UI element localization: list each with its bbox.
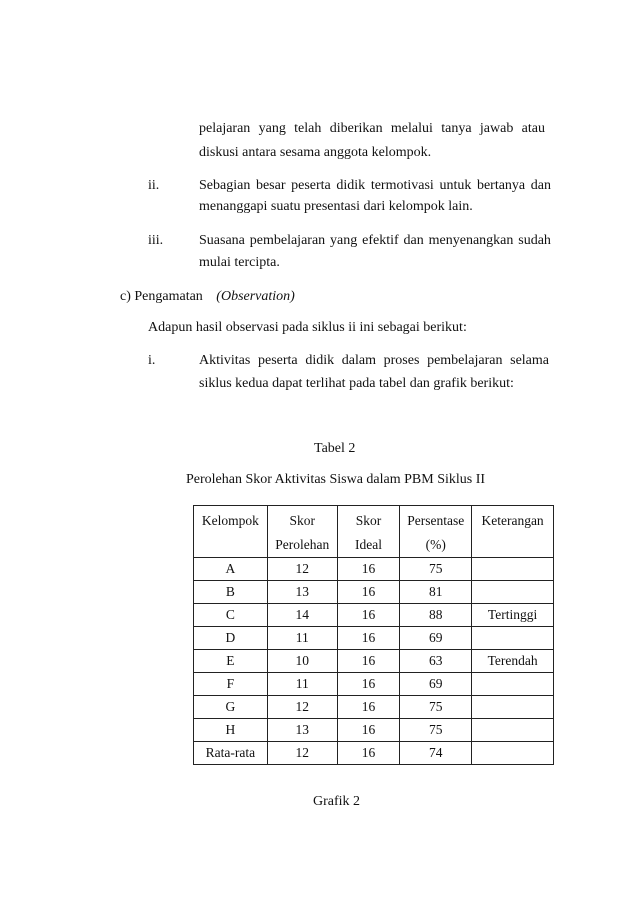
table-cell: Rata-rata xyxy=(194,742,268,765)
word: sudah xyxy=(518,233,551,248)
word: dan xyxy=(530,178,551,193)
paragraph-ii-cont-line-1 xyxy=(199,121,545,137)
word: Suasana xyxy=(199,233,245,248)
table-caption: Tabel 2 xyxy=(314,441,356,456)
word: selama xyxy=(510,353,549,368)
word: diberikan xyxy=(329,121,383,136)
table-cell: 16 xyxy=(337,627,400,650)
table-cell xyxy=(472,581,554,604)
word: peserta xyxy=(291,178,331,193)
table-cell: 74 xyxy=(400,742,472,765)
table-cell: 75 xyxy=(400,558,472,581)
table-cell: 14 xyxy=(267,604,337,627)
table-cell: 11 xyxy=(267,673,337,696)
paragraph-ii-line-1 xyxy=(199,178,551,194)
word: pembelajaran xyxy=(427,353,503,368)
section-heading xyxy=(120,289,295,305)
table-row xyxy=(194,627,554,650)
table-cell xyxy=(472,558,554,581)
word: yang xyxy=(330,233,358,248)
column-header-text: Keterangan xyxy=(481,513,544,528)
paragraph-ii-cont-line-2: diskusi antara sesama anggota kelompok. xyxy=(199,145,432,160)
word: jawab xyxy=(479,121,514,136)
column-header-text: Skor xyxy=(355,513,382,528)
paragraph-iii-line-2: mulai tercipta. xyxy=(199,255,280,270)
table-cell: Terendah xyxy=(472,650,554,673)
paragraph-i-line-2: siklus kedua dapat terlihat pada tabel dan grafik berikut: xyxy=(199,376,514,391)
intro-paragraph: Adapun hasil observasi pada siklus ii ini sebagai berikut: xyxy=(148,320,467,335)
word: Aktivitas xyxy=(199,353,251,368)
table-cell: 16 xyxy=(337,719,400,742)
table-cell xyxy=(472,673,554,696)
word: dan xyxy=(403,233,424,248)
table-row xyxy=(194,742,554,765)
word: termotivasi xyxy=(370,178,434,193)
table-cell: 75 xyxy=(400,719,472,742)
section-heading-italic: (Observation) xyxy=(216,289,295,304)
word: untuk xyxy=(439,178,472,193)
table-cell xyxy=(472,719,554,742)
word: atau xyxy=(521,121,545,136)
word: yang xyxy=(258,121,286,136)
table-cell: C xyxy=(194,604,268,627)
graph-caption: Grafik 2 xyxy=(313,794,361,809)
table-row xyxy=(194,604,554,627)
word: besar xyxy=(255,178,286,193)
table-cell: 12 xyxy=(267,696,337,719)
table-cell: 10 xyxy=(267,650,337,673)
column-header-text: Perolehan xyxy=(275,537,330,552)
column-header-text: Persentase xyxy=(407,513,465,528)
word: Sebagian xyxy=(199,178,251,193)
word: melalui xyxy=(390,121,433,136)
table-cell: A xyxy=(194,558,268,581)
column-header-text: Skor xyxy=(289,513,315,528)
table-cell: H xyxy=(194,719,268,742)
paragraph-ii-line-2: menanggapi suatu presentasi dari kelompok lain. xyxy=(199,199,473,214)
table-cell: E xyxy=(194,650,268,673)
table-cell: 12 xyxy=(267,742,337,765)
word: peserta xyxy=(258,353,298,368)
table-cell: 81 xyxy=(400,581,472,604)
list-marker-i: i. xyxy=(148,353,156,368)
table-cell: 16 xyxy=(337,673,400,696)
section-heading-text: c) Pengamatan xyxy=(120,289,203,304)
column-header-text: Ideal xyxy=(355,537,382,552)
table-cell xyxy=(472,696,554,719)
table-cell: 63 xyxy=(400,650,472,673)
table-cell: F xyxy=(194,673,268,696)
table-row xyxy=(194,650,554,673)
table-cell xyxy=(472,627,554,650)
table-cell: 16 xyxy=(337,742,400,765)
table-row xyxy=(194,696,554,719)
word: proses xyxy=(383,353,420,368)
word: pelajaran xyxy=(199,121,251,136)
column-header xyxy=(267,506,337,558)
table-cell: 11 xyxy=(267,627,337,650)
word: telah xyxy=(294,121,322,136)
column-header-text: (%) xyxy=(425,537,446,552)
table-row xyxy=(194,673,554,696)
paragraph-i-line-1 xyxy=(199,353,549,369)
table-cell: 88 xyxy=(400,604,472,627)
table-body xyxy=(194,558,554,765)
list-marker-ii: ii. xyxy=(148,178,160,193)
table-title: Perolehan Skor Aktivitas Siswa dalam PBM Siklus II xyxy=(186,472,486,487)
table-cell: 16 xyxy=(337,581,400,604)
word: bertanya xyxy=(476,178,526,193)
word: didik xyxy=(336,178,366,193)
table-row xyxy=(194,719,554,742)
table-cell: 13 xyxy=(267,581,337,604)
table-cell: 13 xyxy=(267,719,337,742)
paragraph-iii-line-1 xyxy=(199,233,551,249)
table-cell: G xyxy=(194,696,268,719)
table-cell: 16 xyxy=(337,604,400,627)
word: dalam xyxy=(341,353,376,368)
table-cell: 16 xyxy=(337,696,400,719)
word: didik xyxy=(305,353,335,368)
word: efektif xyxy=(362,233,399,248)
table-cell: B xyxy=(194,581,268,604)
table-cell: Tertinggi xyxy=(472,604,554,627)
table-cell: 75 xyxy=(400,696,472,719)
table-row xyxy=(194,581,554,604)
table-row xyxy=(194,558,554,581)
word: menyenangkan xyxy=(428,233,514,248)
table-header-row xyxy=(194,506,554,558)
word: tanya xyxy=(441,121,472,136)
column-header xyxy=(400,506,472,558)
list-marker-iii: iii. xyxy=(148,233,164,248)
table-cell: 69 xyxy=(400,673,472,696)
table-cell: 16 xyxy=(337,558,400,581)
table-cell: 16 xyxy=(337,650,400,673)
table-cell: D xyxy=(194,627,268,650)
table-header xyxy=(194,506,554,558)
column-header xyxy=(472,506,554,558)
column-header xyxy=(194,506,268,558)
table-cell xyxy=(472,742,554,765)
data-table xyxy=(193,505,554,765)
table-cell: 69 xyxy=(400,627,472,650)
word: pembelajaran xyxy=(249,233,326,248)
column-header xyxy=(337,506,400,558)
column-header-text: Kelompok xyxy=(201,513,259,528)
table-cell: 12 xyxy=(267,558,337,581)
